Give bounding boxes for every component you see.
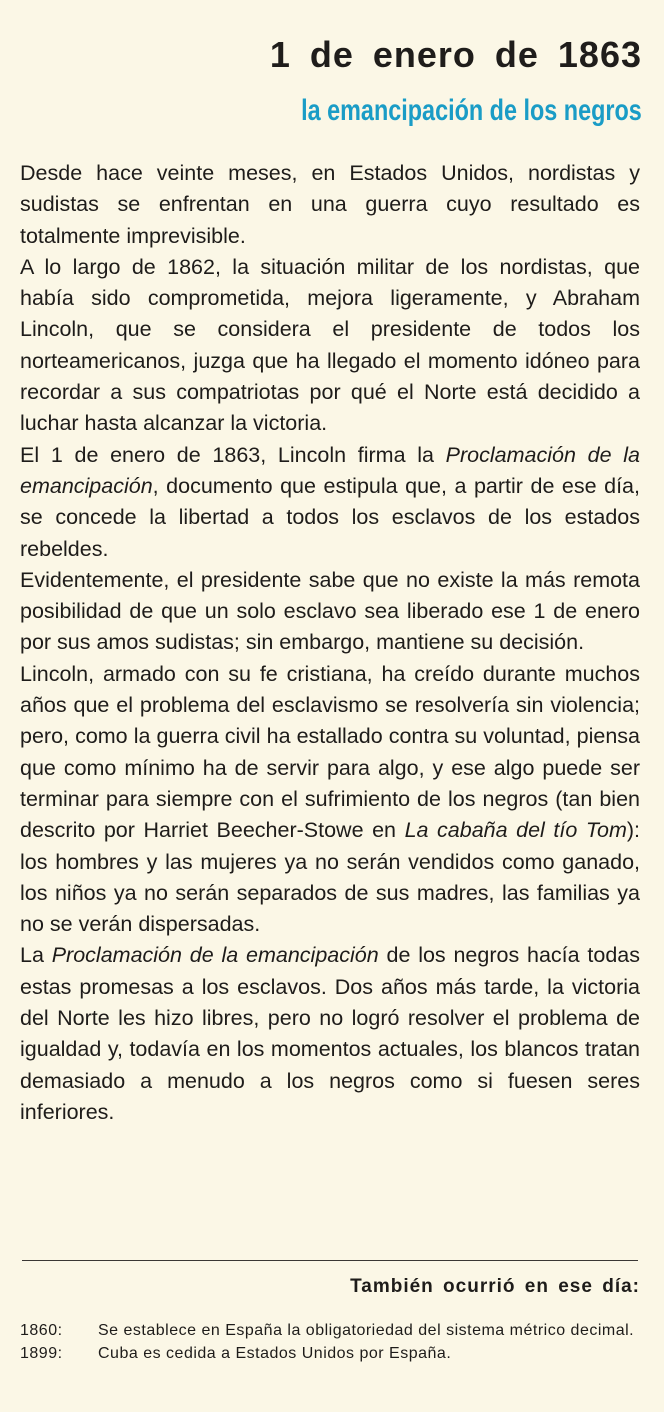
also-happened-heading: También ocurrió en ese día: — [350, 1276, 640, 1297]
proclamation-title-2: Proclamación de la emancipación — [51, 943, 379, 968]
book-title: La cabaña del tío Tom — [404, 818, 627, 843]
paragraph-5-text-a: Lincoln, armado con su fe cristiana, ha creído durante muchos años que el problema del esclavismo se resolvería sin violencia; pero, como la guerra civil ha estallado contra su voluntad, piensa que como mínimo ha de servir para algo, y ese algo puede ser terminar para siempre con el sufrimiento de los negros (tan bien descrito por Harriet Beecher-Stowe en — [20, 661, 640, 843]
event-year: 1899: — [20, 1345, 63, 1362]
events-list — [20, 1320, 644, 1366]
event-year: 1860: — [20, 1322, 63, 1339]
paragraph-1: Desde hace veinte meses, en Estados Unidos, nordistas y sudistas se enfrentan en una guerra cuyo resultado es totalmente imprevisible. — [20, 161, 640, 248]
paragraph-6-text-b: de los negros hacía todas estas promesas a los esclavos. Dos años más tarde, la victoria del Norte les hizo libres, pero no logró resolver el problema de igualdad y, todavía en los momentos actuales, los blancos tratan demasiado a menudo a los negros como si fuesen seres inferiores. — [20, 943, 641, 1124]
event-text: Se establece en España la obligatoriedad del sistema métrico decimal. — [98, 1322, 635, 1339]
page-subtitle: la emancipación de los negros — [301, 94, 642, 127]
paragraph-3-text-b: , documento que estipula que, a partir de ese día, se concede la libertad a todos los esclavos de los estados rebeldes. — [20, 473, 640, 561]
paragraph-3-text-a: El 1 de enero de 1863, Lincoln firma la — [20, 442, 446, 467]
paragraph-5-text-b: ): los hombres y las mujeres ya no serán vendidos como ganado, los niños ya no serán separados de sus madres, las familias ya no se verán dispersadas. — [20, 818, 640, 937]
page-title: 1 de enero de 1863 — [269, 34, 642, 75]
paragraph-6-text-a: La — [20, 943, 52, 968]
section-divider — [22, 1260, 638, 1261]
event-item — [20, 1320, 644, 1341]
paragraph-6 — [20, 940, 640, 1128]
paragraph-5 — [20, 659, 640, 941]
event-item — [20, 1343, 644, 1364]
proclamation-title: Proclamación de la emancipación — [20, 442, 640, 498]
article-body — [20, 158, 640, 1128]
paragraph-4: Evidentemente, el presidente sabe que no existe la más remota posibilidad de que un solo esclavo sea liberado ese 1 de enero por sus amos sudistas; sin embargo, mantiene su decisión. — [20, 567, 640, 655]
paragraph-3 — [20, 440, 640, 565]
paragraph-2: A lo largo de 1862, la situación militar de los nordistas, que había sido comprometida, mejora ligeramente, y Abraham Lincoln, que se considera el presidente de todos los norteamericanos, juzga que ha llegado el momento idóneo para recordar a sus compatriotas por qué el Norte está decidido a luchar hasta alcanzar la victoria. — [20, 254, 640, 436]
event-text: Cuba es cedida a Estados Unidos por España. — [98, 1345, 452, 1362]
